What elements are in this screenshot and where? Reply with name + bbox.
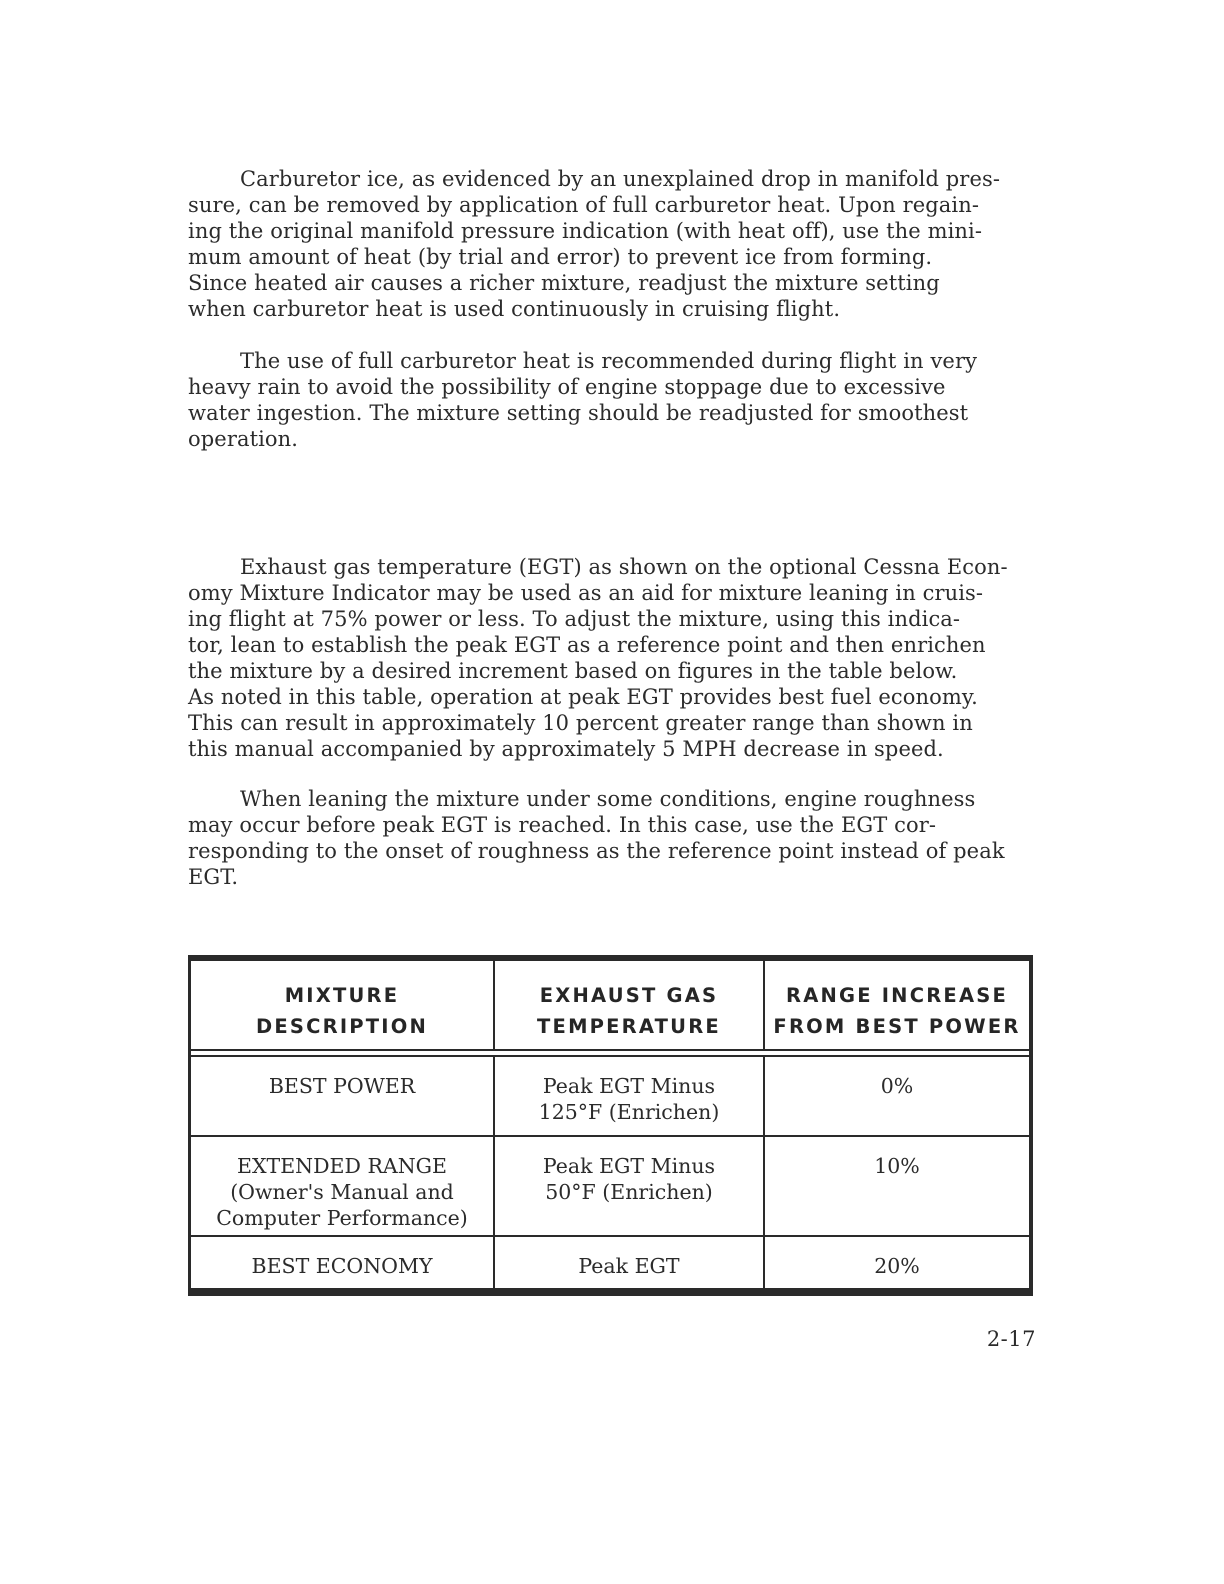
header-exhaust-gas-temperature bbox=[495, 961, 765, 1049]
paragraph-egt bbox=[188, 554, 1048, 762]
text-line: water ingestion. The mixture setting should be readjusted for smoothest bbox=[188, 401, 969, 425]
text-line: When leaning the mixture under some conditions, engine roughness bbox=[240, 787, 976, 811]
cell-egt bbox=[495, 1057, 765, 1135]
cell-text: Peak EGT bbox=[578, 1254, 680, 1278]
cell-description bbox=[191, 1237, 495, 1289]
table-row bbox=[191, 1057, 1029, 1135]
cell-text: Peak EGT Minus bbox=[542, 1154, 716, 1178]
cell-description bbox=[191, 1057, 495, 1135]
header-text: DESCRIPTION bbox=[255, 1015, 429, 1038]
mixture-egt-table bbox=[188, 955, 1033, 1296]
paragraph-carburetor-ice bbox=[188, 166, 1048, 322]
cell-text: EXTENDED RANGE bbox=[236, 1154, 447, 1178]
header-text: MIXTURE bbox=[284, 984, 400, 1007]
text-line: This can result in approximately 10 percent greater range than shown in bbox=[188, 711, 973, 735]
text-line: when carburetor heat is used continuously in cruising flight. bbox=[188, 297, 841, 321]
header-text: EXHAUST GAS bbox=[539, 984, 719, 1007]
header-divider bbox=[191, 1049, 1029, 1057]
cell-egt bbox=[495, 1237, 765, 1289]
cell-text: 50°F (Enrichen) bbox=[545, 1180, 713, 1204]
cell-text: BEST POWER bbox=[268, 1074, 416, 1098]
page-number: 2-17 bbox=[986, 1327, 1036, 1351]
text-line: sure, can be removed by application of full carburetor heat. Upon regain- bbox=[188, 193, 980, 217]
text-line: operation. bbox=[188, 427, 299, 451]
text-line: Carburetor ice, as evidenced by an unexplained drop in manifold pres- bbox=[240, 167, 1001, 191]
cell-text: 20% bbox=[874, 1254, 920, 1278]
cell-egt bbox=[495, 1137, 765, 1235]
text-line: tor, lean to establish the peak EGT as a reference point and then enrichen bbox=[188, 633, 986, 657]
cell-range bbox=[765, 1237, 1029, 1289]
text-line: ing the original manifold pressure indication (with heat off), use the mini- bbox=[188, 219, 983, 243]
cell-description bbox=[191, 1137, 495, 1235]
cell-text: (Owner's Manual and bbox=[230, 1180, 454, 1204]
text-line: Exhaust gas temperature (EGT) as shown on the optional Cessna Econ- bbox=[240, 555, 1008, 579]
cell-text: 125°F (Enrichen) bbox=[538, 1100, 720, 1124]
cell-text: 10% bbox=[874, 1154, 920, 1178]
header-text: TEMPERATURE bbox=[537, 1015, 721, 1038]
cell-text: 0% bbox=[880, 1074, 914, 1098]
text-line: may occur before peak EGT is reached. In this case, use the EGT cor- bbox=[188, 813, 937, 837]
table-row bbox=[191, 1237, 1029, 1289]
cell-range bbox=[765, 1137, 1029, 1235]
cell-text: Peak EGT Minus bbox=[542, 1074, 716, 1098]
header-range-increase bbox=[765, 961, 1029, 1049]
paragraph-roughness bbox=[188, 786, 1048, 890]
paragraph-heavy-rain bbox=[188, 348, 1048, 452]
header-text: FROM BEST POWER bbox=[773, 1015, 1021, 1038]
text-line: EGT. bbox=[188, 865, 239, 889]
header-text: RANGE INCREASE bbox=[785, 984, 1009, 1007]
text-line: responding to the onset of roughness as the reference point instead of peak bbox=[188, 839, 1005, 863]
cell-text: Computer Performance) bbox=[216, 1206, 468, 1230]
table-header-row bbox=[191, 961, 1029, 1049]
table-row bbox=[191, 1137, 1029, 1235]
text-line: mum amount of heat (by trial and error) to prevent ice from forming. bbox=[188, 245, 933, 269]
text-line: As noted in this table, operation at peak EGT provides best fuel economy. bbox=[188, 685, 978, 709]
text-line: this manual accompanied by approximately 5 MPH decrease in speed. bbox=[188, 737, 944, 761]
text-line: Since heated air causes a richer mixture, readjust the mixture setting bbox=[188, 271, 940, 295]
cell-text: BEST ECONOMY bbox=[251, 1254, 433, 1278]
text-line: ing flight at 75% power or less. To adjust the mixture, using this indica- bbox=[188, 607, 961, 631]
text-line: heavy rain to avoid the possibility of engine stoppage due to excessive bbox=[188, 375, 946, 399]
text-line: The use of full carburetor heat is recommended during flight in very bbox=[240, 349, 978, 373]
cell-range bbox=[765, 1057, 1029, 1135]
text-line: the mixture by a desired increment based on figures in the table below. bbox=[188, 659, 958, 683]
header-mixture-description bbox=[191, 961, 495, 1049]
text-line: omy Mixture Indicator may be used as an aid for mixture leaning in cruis- bbox=[188, 581, 984, 605]
